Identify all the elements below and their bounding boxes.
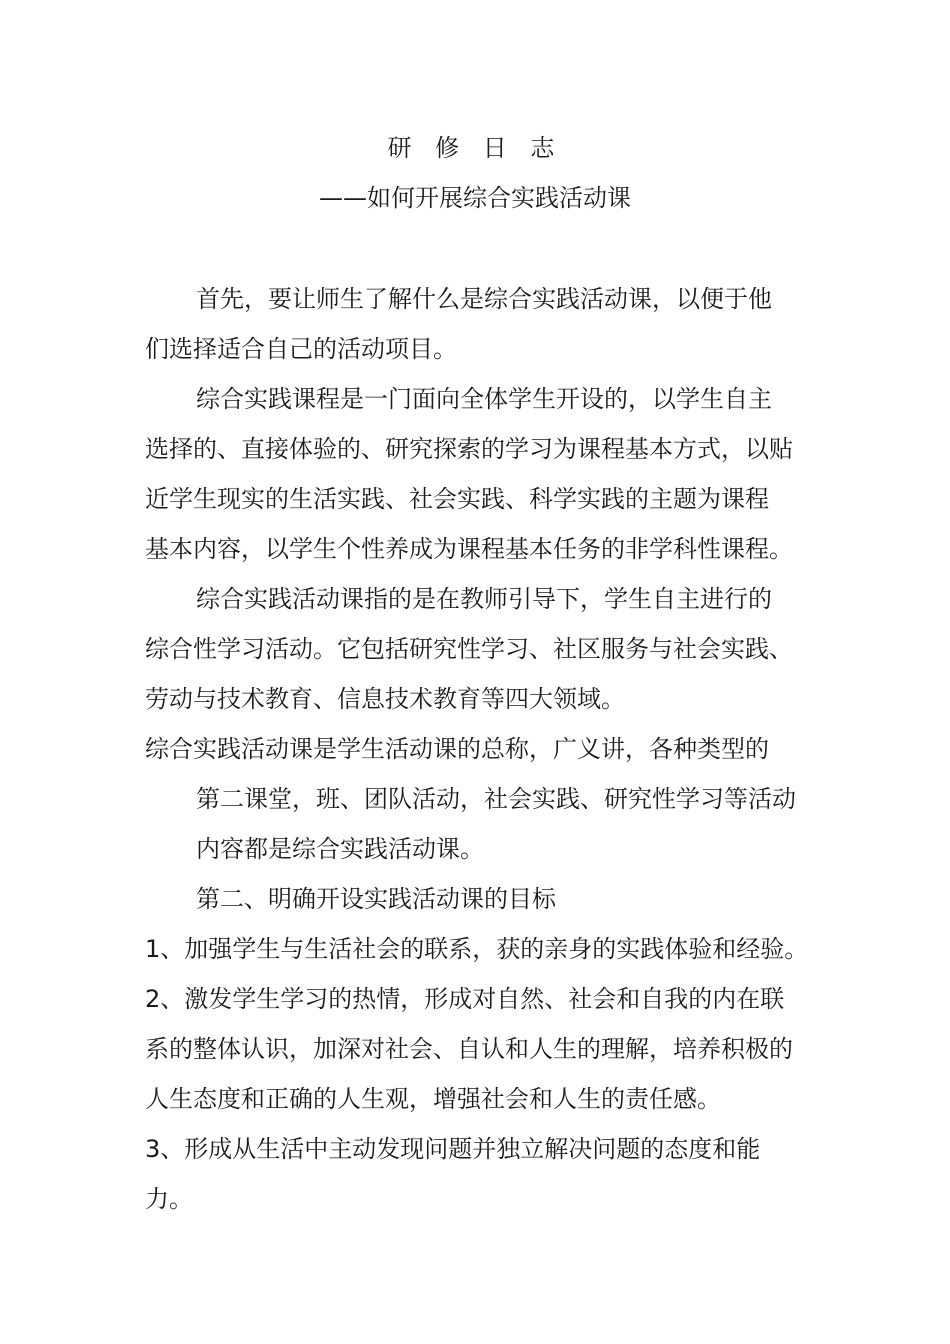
paragraph-line: 内容都是综合实践活动课。 [196,835,484,863]
paragraph-line: 第二课堂，班、团队活动，社会实践、研究性学习等活动 [196,785,796,813]
list-item-continuation: 系的整体认识，加深对社会、自认和人生的理解，培养积极的 [145,1035,793,1063]
paragraph-line: 综合实践活动课是学生活动课的总称，广义讲，各种类型的 [145,735,769,763]
list-item: 3、形成从生活中主动发现问题并独立解决问题的态度和能 [145,1135,761,1163]
paragraph-line: 选择的、直接体验的、研究探索的学习为课程基本方式，以贴 [145,435,793,463]
paragraph-line: 们选择适合自己的活动项目。 [145,335,457,363]
list-item-continuation: 力。 [145,1185,193,1213]
list-item: 1、加强学生与生活社会的联系，获的亲身的实践体验和经验。 [145,935,809,963]
paragraph-line: 首先，要让师生了解什么是综合实践活动课，以便于他 [196,285,772,313]
section-heading: 第二、明确开设实践活动课的目标 [196,885,556,913]
paragraph-line: 近学生现实的生活实践、社会实践、科学实践的主题为课程 [145,485,769,513]
document-subtitle: ——如何开展综合实践活动课 [319,184,631,212]
paragraph-line: 综合性学习活动。它包括研究性学习、社区服务与社会实践、 [145,635,793,663]
document-body [145,281,825,1231]
paragraph-line: 综合实践课程是一门面向全体学生开设的，以学生自主 [196,385,772,413]
paragraph-line: 基本内容，以学生个性养成为课程基本任务的非学科性课程。 [145,535,793,563]
document-title: 研 修 日 志 [387,134,563,162]
list-item: 2、激发学生学习的热情，形成对自然、社会和自我的内在联 [145,985,785,1013]
paragraph-line: 劳动与技术教育、信息技术教育等四大领域。 [145,685,625,713]
list-item-continuation: 人生态度和正确的人生观，增强社会和人生的责任感。 [145,1085,721,1113]
paragraph-line: 综合实践活动课指的是在教师引导下，学生自主进行的 [196,585,772,613]
